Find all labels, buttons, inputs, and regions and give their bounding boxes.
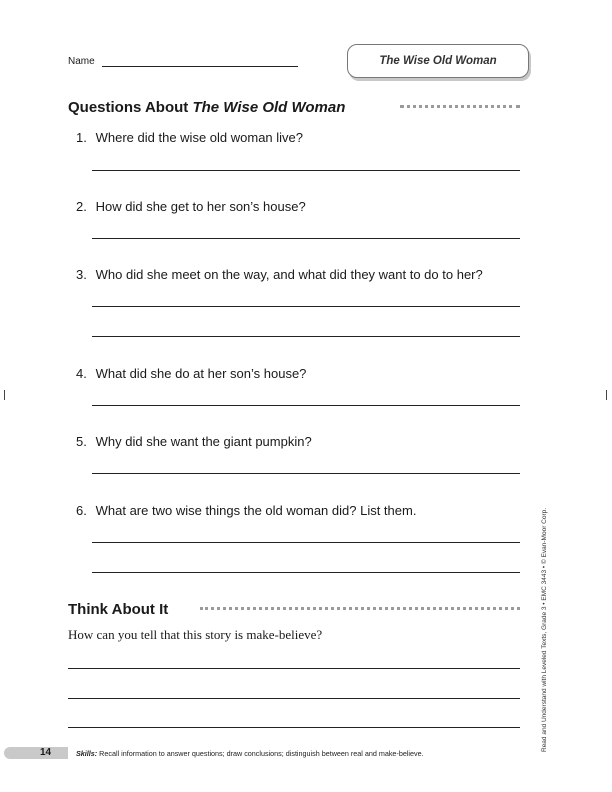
answer-line[interactable] xyxy=(92,306,520,307)
skills-footer xyxy=(76,748,424,760)
story-title: The Wise Old Woman xyxy=(379,55,497,67)
question-6 xyxy=(76,503,416,518)
think-prompt: How can you tell that this story is make-believe? xyxy=(68,627,323,642)
answer-line[interactable] xyxy=(92,572,520,573)
question-number: 5. xyxy=(76,434,87,449)
think-heading: Think About It xyxy=(68,601,169,618)
question-3 xyxy=(76,267,483,282)
answer-line[interactable] xyxy=(92,238,520,239)
question-2 xyxy=(76,199,306,214)
question-number: 3. xyxy=(76,267,87,282)
answer-line[interactable] xyxy=(68,668,520,669)
think-heading-dots xyxy=(200,607,520,610)
footer-page-tab xyxy=(4,747,68,759)
crop-mark-right xyxy=(606,390,607,400)
questions-heading-dots xyxy=(400,105,520,108)
answer-line[interactable] xyxy=(92,473,520,474)
questions-heading-title: The Wise Old Woman xyxy=(192,99,346,116)
question-text: Where did the wise old woman live? xyxy=(95,130,304,145)
question-number: 4. xyxy=(76,366,87,381)
question-text: How did she get to her son’s house? xyxy=(95,199,306,214)
page-number: 14 xyxy=(40,747,52,758)
answer-line[interactable] xyxy=(92,336,520,337)
question-5 xyxy=(76,434,312,449)
skills-label: Skills: xyxy=(76,749,98,758)
answer-line[interactable] xyxy=(92,542,520,543)
answer-line[interactable] xyxy=(68,698,520,699)
crop-mark-left xyxy=(4,390,5,400)
question-text: What are two wise things the old woman did? List them. xyxy=(95,503,417,518)
answer-line[interactable] xyxy=(92,170,520,171)
question-4 xyxy=(76,366,306,381)
name-field-line xyxy=(102,66,298,67)
question-text: Who did she meet on the way, and what did they want to do to her? xyxy=(95,267,483,282)
answer-line[interactable] xyxy=(92,405,520,406)
question-number: 1. xyxy=(76,130,87,145)
name-label: Name xyxy=(68,56,95,67)
question-number: 2. xyxy=(76,199,87,214)
answer-line[interactable] xyxy=(68,727,520,728)
question-text: What did she do at her son’s house? xyxy=(95,366,307,381)
skills-text: Recall information to answer questions; draw conclusions; distinguish between real and make-believe. xyxy=(97,749,424,758)
questions-heading xyxy=(68,99,345,116)
questions-heading-prefix: Questions About xyxy=(68,99,193,116)
question-number: 6. xyxy=(76,503,87,518)
side-credit: Read and Understand with Leveled Texts, Grade 3 • EMC 3443 • © Evan-Moor Corp. xyxy=(541,507,548,752)
story-title-box xyxy=(347,44,529,78)
question-text: Why did she want the giant pumpkin? xyxy=(95,434,312,449)
question-1 xyxy=(76,130,303,145)
